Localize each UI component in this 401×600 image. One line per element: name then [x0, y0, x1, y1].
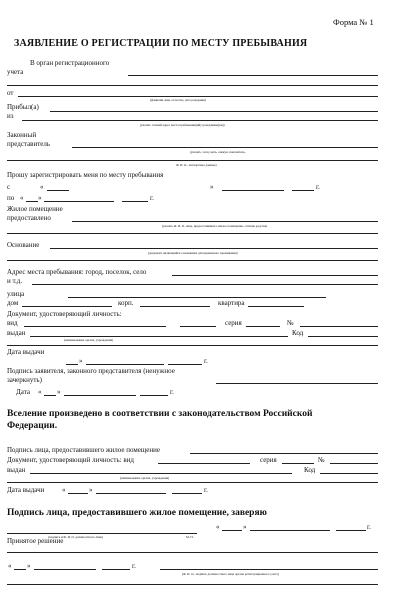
series-field[interactable] [246, 326, 280, 327]
official-fio-field[interactable] [160, 569, 378, 570]
decision-quote-close: » [27, 562, 31, 570]
arrived-field[interactable] [50, 111, 378, 112]
legal-rep-label-2: представитель [7, 140, 51, 148]
address-label: Адрес места пребывания: город, поселок, село [7, 268, 147, 276]
date-quote-close: » [57, 388, 61, 396]
settlement-heading: Вселение произведено в соответствии с законодательством Российской [7, 409, 313, 419]
provider-issued-label: выдан [7, 466, 26, 474]
to-organ-label-2: учета [7, 68, 24, 76]
quote-open-2: « [20, 194, 24, 202]
to-day-field[interactable] [26, 201, 38, 202]
apartment-field[interactable] [248, 306, 304, 307]
date-quote-open: « [38, 388, 42, 396]
provider-signature-label: Подпись лица, предоставившего жилое помещение [7, 446, 160, 454]
issue-year-field[interactable] [168, 364, 202, 365]
city-field[interactable] [172, 275, 378, 276]
provider-number-field[interactable] [330, 463, 378, 464]
official-signature-field[interactable] [7, 533, 197, 534]
code-field[interactable] [308, 336, 378, 337]
decision-year-field[interactable] [102, 569, 130, 570]
provider-quote-close: » [89, 486, 93, 494]
from-year-suffix: г. [316, 183, 320, 191]
provider-issue-year-field[interactable] [172, 493, 202, 494]
issued-label: выдан [7, 329, 26, 337]
provider-doc-label: Документ, удостоверяющий личность: вид [7, 456, 134, 464]
issue-day-field[interactable] [66, 364, 78, 365]
decision-day-field[interactable] [14, 569, 26, 570]
applicant-name-field[interactable] [18, 96, 378, 97]
street-field[interactable] [68, 297, 326, 298]
address-label-2: и т.д. [7, 277, 23, 285]
stamp-label: М. П. [186, 535, 194, 539]
housing-provider-field-2[interactable] [7, 233, 378, 234]
to-organ-label: В орган регистрационного [30, 59, 110, 67]
decision-year-suffix: г. [132, 562, 136, 570]
hint-legal-rep: (указать: отец, мать, опекун, попечитель, [190, 150, 246, 154]
applicant-signature-field[interactable] [216, 383, 378, 384]
from-month-field[interactable] [222, 190, 284, 191]
settlement-heading-2: Федерации. [7, 421, 58, 431]
house-field[interactable] [22, 306, 112, 307]
city-field-2[interactable] [32, 284, 378, 285]
quote-open: « [40, 183, 44, 191]
cert-quote-close: » [243, 523, 247, 531]
provider-hint-issuer: (наименование органа, учреждения) [120, 476, 170, 480]
cert-month-field[interactable] [250, 530, 330, 531]
provider-code-field[interactable] [320, 473, 378, 474]
provider-issue-date-label: Дата выдачи [7, 486, 45, 494]
decision-label: Принятое решение [7, 537, 64, 545]
organ-field[interactable] [128, 75, 378, 76]
cert-year-suffix: г. [367, 523, 371, 531]
from-label: от [7, 89, 14, 97]
form-number: Форма № 1 [333, 17, 374, 27]
hint-fio-passport: Ф. И. О., паспортные данные) [176, 163, 217, 167]
series-label: серия [225, 319, 242, 327]
date-label: Дата [16, 388, 30, 396]
issue-month-field[interactable] [86, 364, 164, 365]
basis-field[interactable] [50, 248, 378, 249]
provider-number-label: № [318, 456, 325, 464]
provider-quote-open: « [62, 486, 66, 494]
to-year-suffix: г. [150, 194, 154, 202]
certification-heading: Подпись лица, предоставившего жилое помещение, заверяю [7, 508, 267, 518]
basis-field-2[interactable] [7, 260, 378, 261]
request-text: Прошу зарегистрировать меня по месту пребывания [7, 171, 164, 179]
decision-month-field[interactable] [34, 569, 96, 570]
cert-year-field[interactable] [336, 530, 366, 531]
provider-code-label: Код [304, 466, 316, 474]
date-year-field[interactable] [140, 395, 168, 396]
from-year-field[interactable] [292, 190, 314, 191]
legal-rep-field-2[interactable] [7, 160, 378, 161]
hint-basis: (документ, являющийся основанием для временного проживания) [148, 251, 238, 255]
issue-date-quote-close: » [79, 357, 83, 365]
apartment-label: квартира [218, 299, 245, 307]
previous-address-field[interactable] [22, 120, 378, 121]
date-day-field[interactable] [44, 395, 56, 396]
housing-label-2: предоставлено [7, 214, 51, 222]
hint-official: (Ф. И. О., подпись должностного лица органа регистрационного учета) [182, 572, 279, 576]
building-field[interactable] [140, 306, 210, 307]
street-label: улица [7, 290, 25, 298]
from-date-label: с [7, 183, 11, 191]
issued-by-field-2[interactable] [7, 345, 378, 346]
building-label: корп. [118, 299, 134, 307]
organ-field-2[interactable] [7, 85, 378, 86]
arrived-label: Прибыл(а) [7, 103, 39, 111]
from-day-field[interactable] [47, 190, 69, 191]
page-title: ЗАЯВЛЕНИЕ О РЕГИСТРАЦИИ ПО МЕСТУ ПРЕБЫВАНИЯ [14, 38, 308, 49]
cert-day-field[interactable] [222, 530, 242, 531]
date-year-suffix: г. [170, 388, 174, 396]
quote-close-2: » [38, 194, 42, 202]
cert-quote-open: « [216, 523, 220, 531]
house-label: дом [7, 299, 19, 307]
to-year-field[interactable] [122, 201, 148, 202]
provider-issue-day-field[interactable] [68, 493, 88, 494]
code-label: Код [292, 329, 304, 337]
date-month-field[interactable] [64, 395, 136, 396]
housing-label: Жилое помещение [7, 205, 63, 213]
official-fio-field-2[interactable] [7, 584, 378, 585]
issued-by-field[interactable] [30, 336, 288, 337]
hint-housing: (указать Ф. И. О. лица, предоставившего жилое помещение, степень родства) [162, 224, 268, 228]
hint-official-signature: (подпись и Ф. И. О. должностного лица) [48, 535, 103, 539]
signature-label: Подпись заявителя, законного представителя (ненужное [7, 367, 175, 375]
legal-rep-field[interactable] [72, 147, 378, 148]
decision-quote-open: « [8, 562, 12, 570]
hint-name: (фамилия, имя, отчество, дата рождения) [150, 98, 206, 102]
arrived-from-label: из [7, 112, 14, 120]
doc-type-field[interactable] [24, 326, 166, 327]
signature-label-2: зачеркнуть) [7, 376, 42, 384]
provider-issue-month-field[interactable] [96, 493, 166, 494]
provider-doc-type-field[interactable] [158, 463, 250, 464]
provider-series-label: серия [260, 456, 277, 464]
number-label: № [287, 319, 294, 327]
provider-series-field[interactable] [282, 463, 314, 464]
doc-type-field-2[interactable] [180, 326, 216, 327]
issue-date-label: Дата выдачи [7, 348, 45, 356]
number-field[interactable] [300, 326, 378, 327]
to-month-field[interactable] [44, 201, 114, 202]
doc-type-label: вид [7, 319, 18, 327]
identity-label: Документ, удостоверяющий личность: [7, 310, 122, 318]
provider-issued-by-field-2[interactable] [7, 482, 378, 483]
legal-rep-label: Законный [7, 131, 37, 139]
housing-provider-field[interactable] [72, 221, 378, 222]
issue-year-suffix: г. [204, 357, 208, 365]
to-date-label: по [7, 194, 15, 202]
provider-issue-year-suffix: г. [204, 486, 208, 494]
hint-prev-address: (указать точный адрес места пребывания(ий) гражданина(ки)) [140, 123, 225, 127]
provider-issued-by-field[interactable] [30, 473, 292, 474]
hint-issuer: (наименование органа, учреждения) [64, 338, 114, 342]
basis-label: Основание [7, 241, 40, 249]
decision-field[interactable] [7, 552, 378, 553]
provider-signature-field[interactable] [190, 453, 378, 454]
quote-close: » [210, 183, 214, 191]
